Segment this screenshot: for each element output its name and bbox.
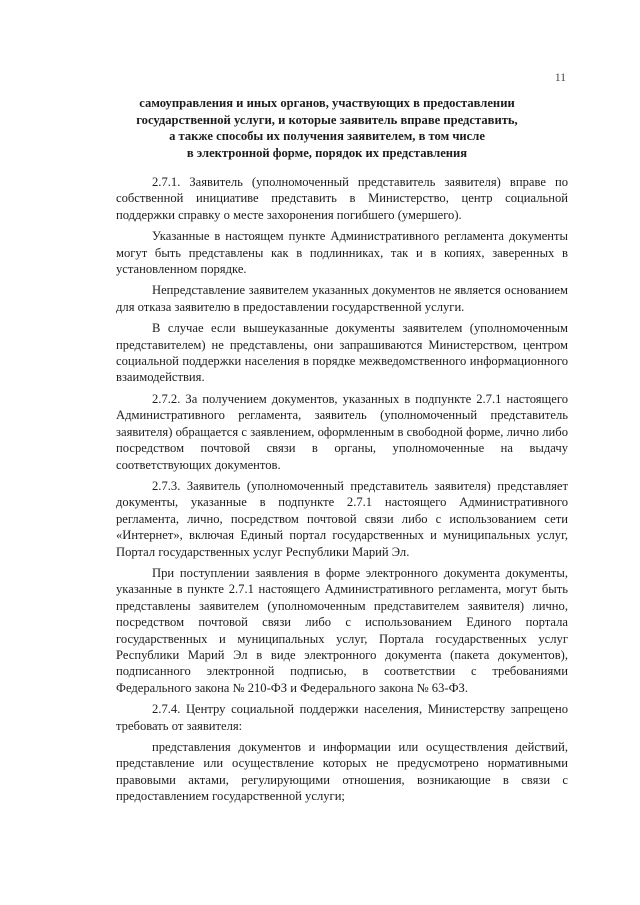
paragraph-non-submission: Непредставление заявителем указанных документов не является основанием для отказа заявителю в предоставлении государственной услуги. [116, 283, 568, 314]
heading-line: а также способы их получения заявителем, в том числе [169, 129, 485, 143]
page-number: 11 [554, 72, 566, 84]
paragraph-2-7-2: 2.7.2. За получением документов, указанных в подпункте 2.7.1 настоящего Административного регламента, заявитель (уполномоченный представитель заявителя) обращается с заявлением, оформленным в свободной форме, лично либо посредством почтовой связи в органы, уполномоченные на выдачу соответствующих документов. [116, 391, 568, 472]
paragraph-interagency-request: В случае если вышеуказанные документы заявителем (уполномоченным представителем) не представлены, они запрашиваются Министерством, центром социальной поддержки населения в порядке межведомственного информационного взаимодействия. [116, 321, 568, 385]
heading-line: самоуправления и иных органов, участвующих в предоставлении [139, 96, 515, 110]
paragraph-2-7-3: 2.7.3. Заявитель (уполномоченный представитель заявителя) представляет документы, указанные в подпункте 2.7.1 настоящего Административного регламента, лично, посредством почтовой связи либо с использованием сети «Интернет», включая Единый портал государственных и муниципальных услуг, Портал государственных услуг Республики Марий Эл. [116, 478, 568, 559]
heading-line: государственной услуги, и которые заявитель вправе представить, [136, 112, 518, 127]
paragraph-prohibition-item: представления документов и информации или осуществления действий, представление или осуществление которых не предусмотрено нормативными правовыми актами, регулирующими отношения, возникающие в связи с предоставлением государственной услуги; [116, 740, 568, 804]
heading-line: в электронной форме, порядок их представления [186, 145, 468, 160]
paragraph-2-7-1: 2.7.1. Заявитель (уполномоченный представитель заявителя) вправе по собственной инициативе представить в Министерство, центр социальной поддержки справку о месте захоронения погибшего (умершего). [116, 175, 568, 222]
paragraph-2-7-4: 2.7.4. Центру социальной поддержки населения, Министерству запрещено требовать от заявителя: [116, 702, 568, 733]
document-body [116, 174, 568, 810]
section-heading [112, 95, 542, 161]
paragraph-documents-copies: Указанные в настоящем пункте Административного регламента документы могут быть представлены как в подлинниках, так и в копиях, заверенных в установленном порядке. [116, 229, 568, 277]
paragraph-electronic-submission: При поступлении заявления в форме электронного документа документы, указанные в пункте 2.7.1 настоящего Административного регламента, могут быть представлены заявителем (уполномоченным представителем заявителя) лично, посредством почтовой связи либо с использованием Единого портала государственных и муниципальных услуг, Портала государственных услуг Республики Марий Эл в виде электронного документа (пакета документов), подписанного электронной подписью, в соответствии с требованиями Федерального закона № 210-ФЗ и Федерального закона № 63-ФЗ. [116, 565, 568, 695]
